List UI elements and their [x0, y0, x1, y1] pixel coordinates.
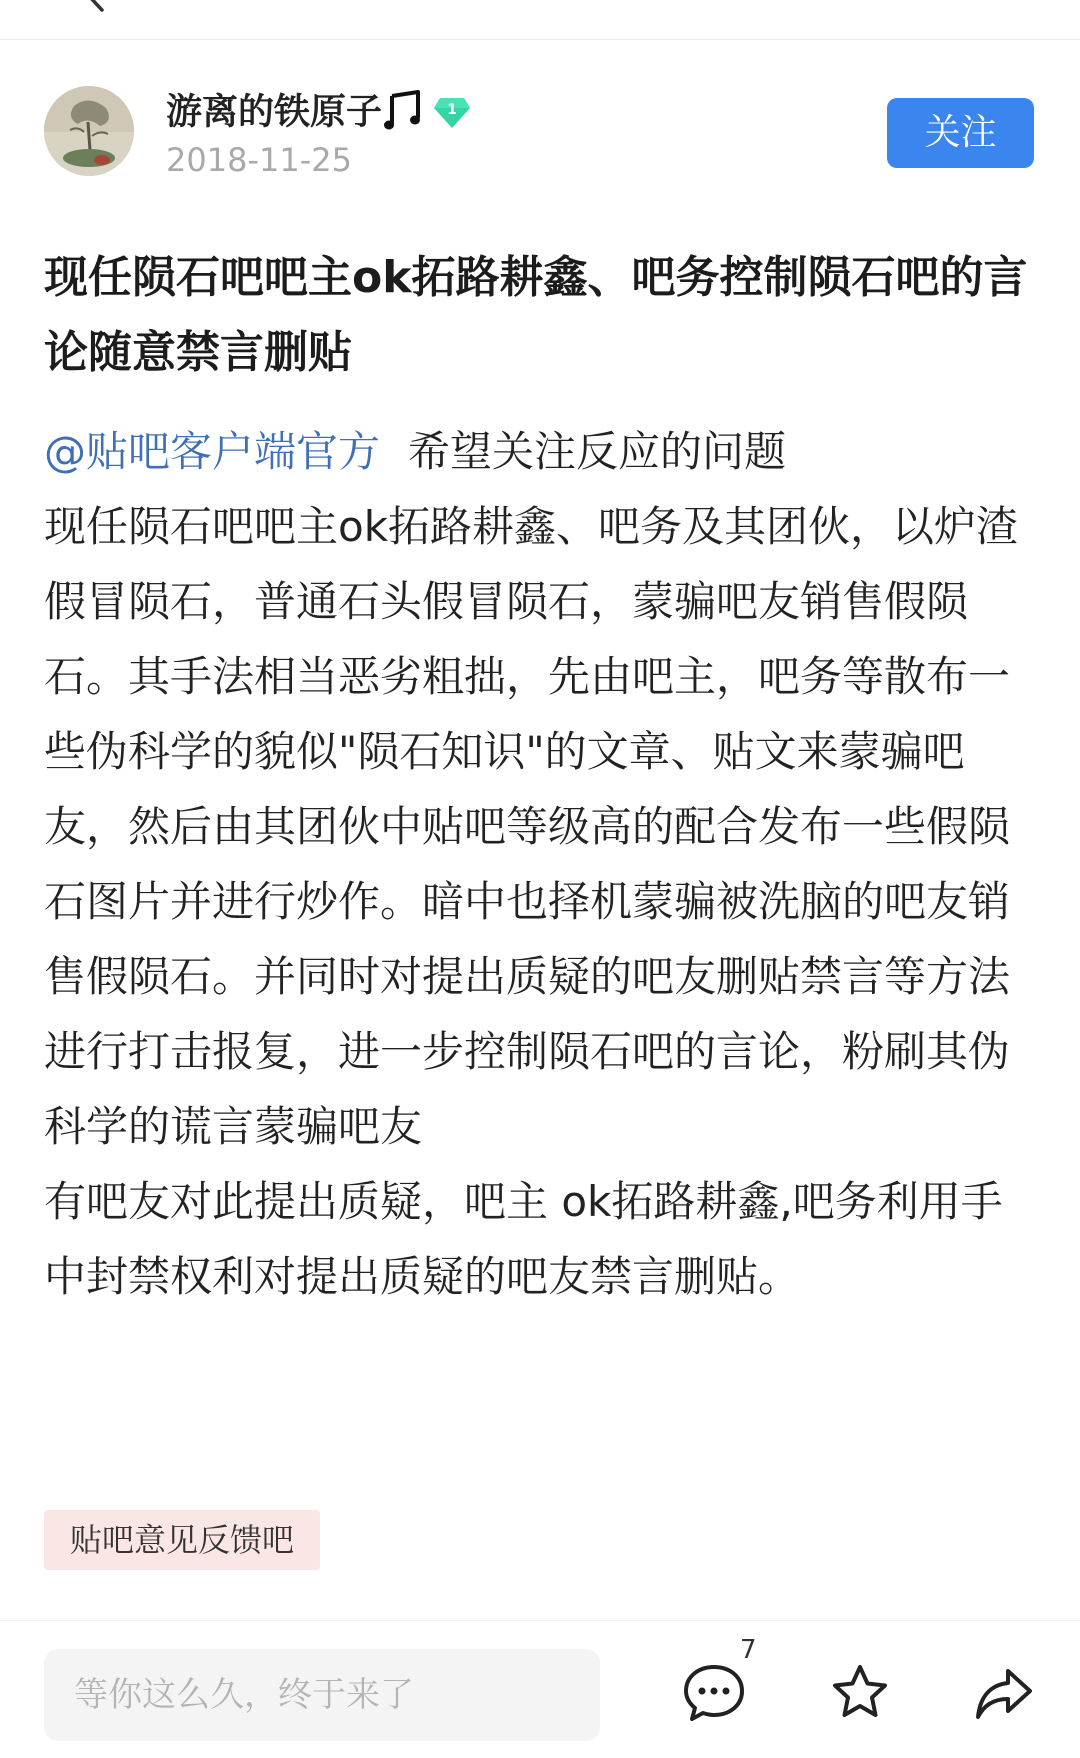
post-date: 2018-11-25: [166, 141, 352, 179]
mention-link[interactable]: @贴吧客户端官方: [44, 427, 381, 476]
avatar-image: [44, 86, 134, 176]
author-name[interactable]: 游离的铁原子: [166, 91, 383, 133]
author-row: [44, 86, 1036, 182]
body-paragraph-1: 现任陨石吧吧主ok拓路耕鑫、吧务及其团伙，以炉渣假冒陨石，普通石头假冒陨石，蒙骗吧友销售假陨石。其手法相当恶劣粗拙，先由吧主，吧务等散布一些伪科学的貌似"陨石知识"的文章、贴文来蒙骗吧友，然后由其团伙中贴吧等级高的配合发布一些假陨石图片并进行炒作。暗中也择机蒙骗被洗脑的吧友销售假陨石。并同时对提出质疑的吧友删贴禁言等方法进行打击报复，进一步控制陨石吧的言论，粉刷其伪科学的谎言蒙骗吧友: [44, 502, 1019, 1151]
share-icon[interactable]: [972, 1661, 1036, 1725]
avatar[interactable]: [44, 86, 134, 176]
star-icon[interactable]: [828, 1661, 892, 1725]
mention-intro: 希望关注反应的问题: [408, 427, 787, 476]
level-badge-icon: [432, 92, 472, 132]
top-bar: [0, 0, 1080, 40]
forum-tag[interactable]: 贴吧意见反馈吧: [44, 1510, 320, 1570]
back-arrow-icon[interactable]: [78, 0, 112, 12]
comment-count: 7: [740, 1635, 757, 1665]
body-paragraph-2: 有吧友对此提出质疑，吧主 ok拓路耕鑫,吧务利用手中封禁权利对提出质疑的吧友禁言删贴。: [44, 1177, 1003, 1301]
post-body: [44, 414, 1039, 1314]
bottom-bar: [0, 1620, 1080, 1758]
music-note-icon: [384, 88, 424, 132]
level-badge-number: 1: [447, 102, 457, 118]
author-name-row[interactable]: [166, 88, 472, 139]
comment-input[interactable]: [44, 1649, 600, 1741]
follow-button[interactable]: 关注: [887, 98, 1034, 168]
comment-icon[interactable]: [682, 1661, 746, 1725]
name-decorations: [382, 88, 472, 139]
mention-line: [44, 414, 1039, 489]
post-title: 现任陨石吧吧主ok拓路耕鑫、吧务控制陨石吧的言论随意禁言删贴: [44, 252, 1028, 378]
